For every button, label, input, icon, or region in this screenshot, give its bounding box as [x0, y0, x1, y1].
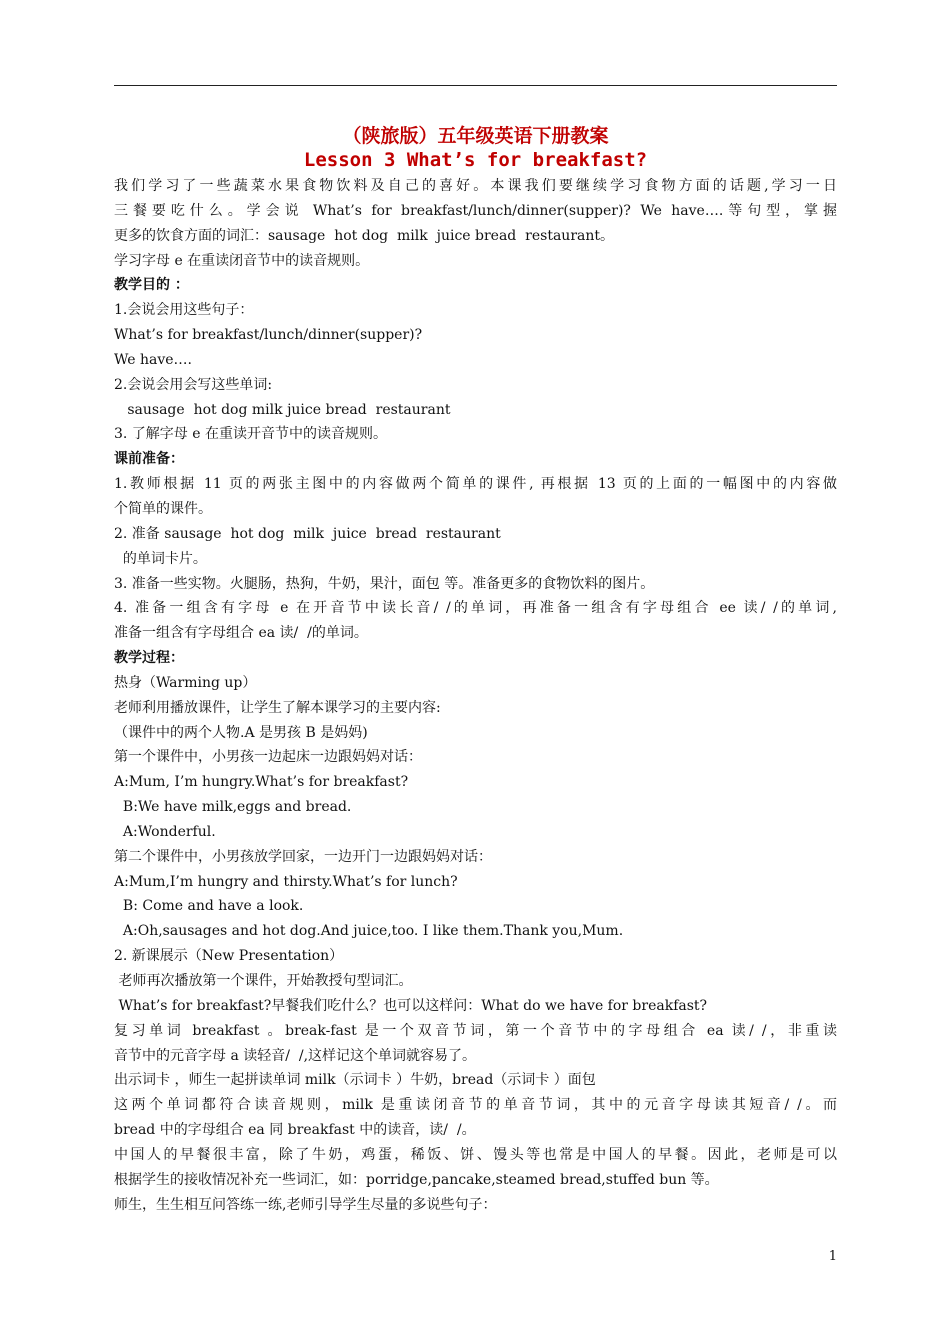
text-line: 这两个单词都符合读音规则，milk 是重读闭音节的单音节词，其中的元音字母读其短音/ /。而	[114, 1097, 837, 1114]
text-line: 2. 准备 sausage hot dog milk juice bread restaurant	[114, 525, 501, 542]
page-number: 1	[828, 1249, 837, 1264]
text-line: 中国人的早餐很丰富，除了牛奶，鸡蛋，稀饭、饼、馒头等也常是中国人的早餐。因此，老师是可以	[114, 1146, 837, 1163]
text-line: 学习字母 e 在重读闭音节中的读音规则。	[114, 252, 370, 269]
text-line: We have….	[114, 351, 192, 368]
text-line: 我们学习了一些蔬菜水果食物饮料及自己的喜好。本课我们要继续学习食物方面的话题,学习一日	[114, 178, 837, 194]
text-line: 老师利用播放课件，让学生了解本课学习的主要内容:	[114, 699, 441, 716]
document-body	[114, 174, 837, 1217]
text-line: 个简单的课件。	[114, 500, 212, 517]
text-line: （课件中的两个人物.A 是男孩 B 是妈妈)	[114, 724, 368, 741]
text-line: 复习单词 breakfast 。break-fast 是一个双音节词，第一个音节中的字母组合 ea 读/ /，非重读	[114, 1022, 837, 1039]
text-line: 更多的饮食方面的词汇：sausage hot dog milk juice bread restaurant。	[114, 227, 615, 244]
section-heading: 教学过程：	[114, 650, 184, 667]
text-line: 3. 了解字母 e 在重读开音节中的读音规则。	[114, 426, 387, 443]
text-line: 三餐要吃什么。学会说 What’s for breakfast/lunch/dinner(supper)? We have….等句型，掌握	[114, 202, 837, 219]
text-line: B: Come and have a look.	[114, 898, 304, 915]
text-line: 师生，生生相互问答练一练,老师引导学生尽量的多说些句子：	[114, 1196, 497, 1213]
header-rule	[114, 85, 837, 86]
text-line: 根据学生的接收情况补充一些词汇，如：porridge,pancake,steamed bread,stuffed bun 等。	[114, 1171, 719, 1188]
text-line: B:We have milk,eggs and bread.	[114, 799, 352, 816]
text-line: A:Mum, I’m hungry.What’s for breakfast?	[114, 774, 409, 791]
text-line: 准备一组含有字母组合 ea 读/ /的单词。	[114, 625, 368, 642]
text-line: 1.教师根据 11 页的两张主图中的内容做两个简单的课件, 再根据 13 页的上面的一幅图中的内容做	[114, 476, 837, 493]
text-line: 4. 准备一组含有字母 e 在开音节中读长音/ /的单词，再准备一组含有字母组合 ee 读/ /的单词,	[114, 600, 837, 617]
text-line: 第二个课件中，小男孩放学回家，一边开门一边跟妈妈对话：	[114, 848, 492, 865]
text-line: sausage hot dog milk juice bread restaurant	[114, 401, 451, 418]
text-line: 2.会说会用会写这些单词:	[114, 376, 273, 393]
text-line: 3. 准备一些实物。火腿肠，热狗，牛奶，果汁，面包 等。准备更多的食物饮料的图片。	[114, 575, 655, 592]
text-line: 热身（Warming up）	[114, 674, 257, 691]
text-line: bread 中的字母组合 ea 同 breakfast 中的读音，读/ /。	[114, 1122, 476, 1139]
text-line: 1.会说会用这些句子：	[114, 302, 254, 319]
text-line: A:Wonderful.	[114, 823, 216, 840]
text-line: A:Oh,sausages and hot dog.And juice,too. I like them.Thank you,Mum.	[114, 923, 624, 940]
text-line: 老师再次播放第一个课件，开始教授句型词汇。	[114, 973, 413, 989]
document-title-en: Lesson 3 What’s for breakfast?	[303, 149, 648, 171]
text-line: 出示词卡 ，师生一起拼读单词 milk（示词卡 ）牛奶，bread（示词卡 ）面包	[114, 1072, 596, 1089]
document-title-cn: （陕旅版）五年级英语下册教案	[342, 125, 609, 147]
section-heading: 课前准备：	[114, 451, 184, 468]
text-line: 音节中的元音字母 a 读轻音/ /,这样记这个单词就容易了。	[114, 1047, 477, 1064]
section-heading: 教学目的 ：	[114, 277, 189, 294]
text-line: 的单词卡片。	[114, 550, 207, 567]
text-line: What’s for breakfast?早餐我们吃什么？也可以这样问：What do we have for breakfast?	[114, 997, 708, 1014]
text-line: 第一个课件中，小男孩一边起床一边跟妈妈对话：	[114, 749, 422, 766]
text-line: 2. 新课展示（New Presentation）	[114, 948, 344, 965]
text-line: A:Mum,I’m hungry and thirsty.What’s for lunch?	[114, 873, 458, 890]
text-line: What’s for breakfast/lunch/dinner(supper)?	[114, 327, 423, 344]
